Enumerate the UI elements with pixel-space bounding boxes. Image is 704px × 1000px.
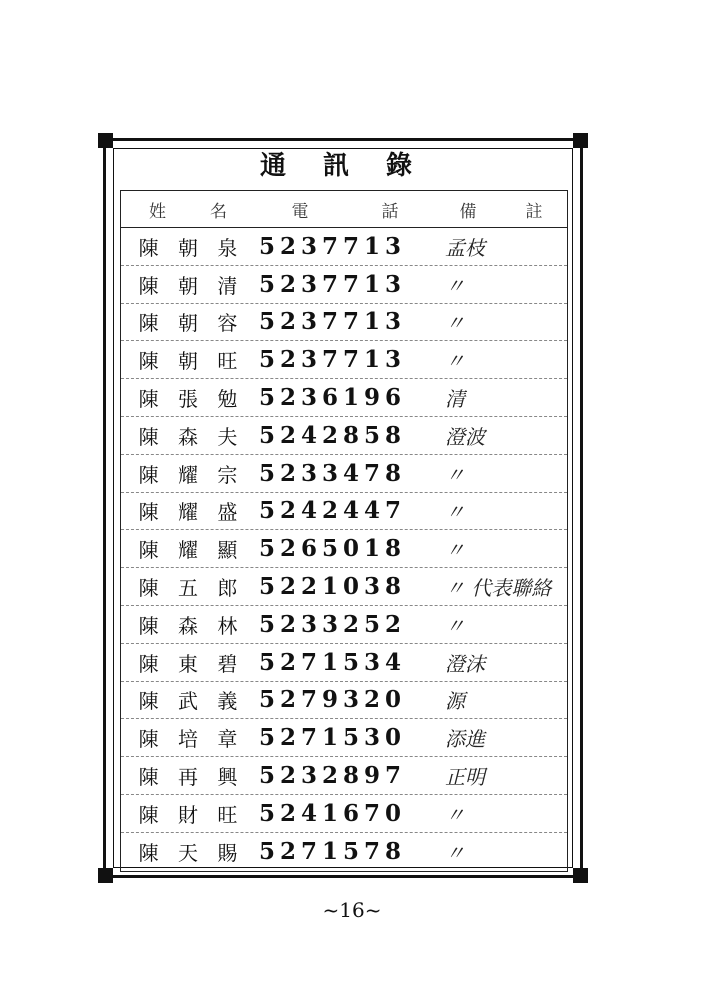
name-char: 陳 [138,349,159,374]
table-row [121,606,567,644]
table-row [121,379,567,417]
name-char: 陳 [138,765,159,790]
name-char: 陳 [138,802,159,827]
table-row [121,530,567,568]
name-char: 陳 [138,651,159,676]
header-phone-char: 話 [381,201,399,222]
table-row [121,455,567,493]
phone-cell: 5271534 [259,648,407,676]
header-name [121,191,255,227]
note-cell: 澄波 [445,424,485,449]
phone-cell: 5265018 [259,535,407,563]
name-char: 陳 [138,424,159,449]
phone-cell: 5237713 [259,346,407,374]
name-char: 陳 [138,727,159,752]
table-body [121,228,567,871]
name-char: 容 [217,311,238,336]
phone-cell: 5271530 [259,724,407,752]
name-char: 森 [177,424,198,449]
note-cell: 〃 [445,349,465,374]
name-char: 財 [177,802,198,827]
note-cell: 清 [445,387,465,412]
name-char: 陳 [138,689,159,714]
name-char: 五 [177,576,198,601]
header-note-char: 備 [459,201,477,222]
phone-cell: 5236196 [259,384,407,412]
name-char: 興 [217,765,238,790]
phone-cell: 5233478 [259,459,407,487]
name-char: 夫 [217,424,238,449]
name-char: 陳 [138,462,159,487]
name-char: 培 [177,727,198,752]
name-cell [121,799,255,828]
table-row [121,304,567,342]
phone-cell: 5279320 [259,686,407,714]
name-char: 義 [217,689,238,714]
note-cell: 〃 [445,500,465,525]
name-char: 陳 [138,387,159,412]
name-cell [121,421,255,450]
name-char: 陳 [138,538,159,563]
name-cell [121,723,255,752]
name-char: 耀 [177,462,198,487]
phone-cell: 5271578 [259,838,407,866]
note-cell: 〃 [445,462,465,487]
name-cell [121,648,255,677]
name-char: 陳 [138,311,159,336]
table-row [121,757,567,795]
name-cell [121,837,255,866]
table-row [121,228,567,266]
name-char: 再 [177,765,198,790]
page-number: ~16~ [322,898,382,922]
name-char: 天 [177,841,198,866]
note-cell: 〃 [445,613,465,638]
phone-cell: 5221038 [259,573,407,601]
note-cell: 〃 [445,538,465,563]
name-char: 耀 [177,538,198,563]
phone-cell: 5241670 [259,799,407,827]
name-char: 朝 [177,311,198,336]
name-cell [121,761,255,790]
table-row [121,417,567,455]
page-title: 通 訊 錄 [259,151,427,181]
header-note-char: 註 [525,201,543,222]
name-char: 武 [177,689,198,714]
name-char: 陳 [138,235,159,260]
table-row [121,341,567,379]
table-row [121,682,567,720]
note-cell: 〃 [445,273,465,298]
phone-cell: 5237713 [259,308,407,336]
name-cell [121,496,255,525]
note-cell: 澄沫 [445,651,485,676]
table-header [121,191,567,228]
name-char: 泉 [217,235,238,260]
name-char: 陳 [138,576,159,601]
name-char: 旺 [217,349,238,374]
name-cell [121,685,255,714]
name-char: 盛 [217,500,238,525]
name-char: 碧 [217,651,238,676]
name-cell [121,610,255,639]
phone-cell: 5242447 [259,497,407,525]
name-cell [121,270,255,299]
table-row [121,795,567,833]
name-char: 朝 [177,349,198,374]
phone-cell: 5237713 [259,270,407,298]
name-char: 張 [177,387,198,412]
phone-cell: 5232897 [259,762,407,790]
header-note [435,191,567,227]
name-cell [121,572,255,601]
name-char: 郎 [217,576,238,601]
phone-cell: 5237713 [259,232,407,260]
header-name-char: 名 [210,201,227,222]
name-char: 賜 [217,841,238,866]
table-row [121,719,567,757]
note-cell: 孟枝 [445,235,485,260]
note-cell: 正明 [445,765,485,790]
name-char: 宗 [217,462,238,487]
name-char: 陳 [138,500,159,525]
table-row [121,833,567,871]
name-char: 耀 [177,500,198,525]
name-char: 陳 [138,613,159,638]
phone-cell: 5233252 [259,610,407,638]
name-cell [121,232,255,261]
corner-mark-top-right [573,133,588,148]
table-row [121,266,567,304]
name-char: 朝 [177,273,198,298]
name-char: 森 [177,613,198,638]
header-name-char: 姓 [149,201,166,222]
header-phone [255,191,435,227]
phone-cell: 5242858 [259,421,407,449]
note-cell: 〃 [445,802,465,827]
name-char: 林 [217,613,238,638]
table-row [121,644,567,682]
name-char: 旺 [217,802,238,827]
name-cell [121,534,255,563]
table-row [121,568,567,606]
name-char: 勉 [217,387,238,412]
name-cell [121,459,255,488]
name-char: 朝 [177,235,198,260]
note-cell: 〃 [445,311,465,336]
note-cell: 源 [445,689,465,714]
note-cell: 添進 [445,727,485,752]
note-cell: 〃 [445,841,465,866]
name-char: 章 [217,727,238,752]
table-row [121,493,567,531]
name-char: 清 [217,273,238,298]
name-char: 顯 [217,538,238,563]
header-phone-char: 電 [291,201,309,222]
corner-mark-bottom-left [98,868,113,883]
name-cell [121,345,255,374]
name-cell [121,383,255,412]
note-cell: 〃 代表聯絡 [445,576,552,601]
name-char: 陳 [138,273,159,298]
name-char: 東 [177,651,198,676]
corner-mark-bottom-right [573,868,588,883]
name-cell [121,307,255,336]
corner-mark-top-left [98,133,113,148]
name-char: 陳 [138,841,159,866]
directory-table [120,190,568,872]
